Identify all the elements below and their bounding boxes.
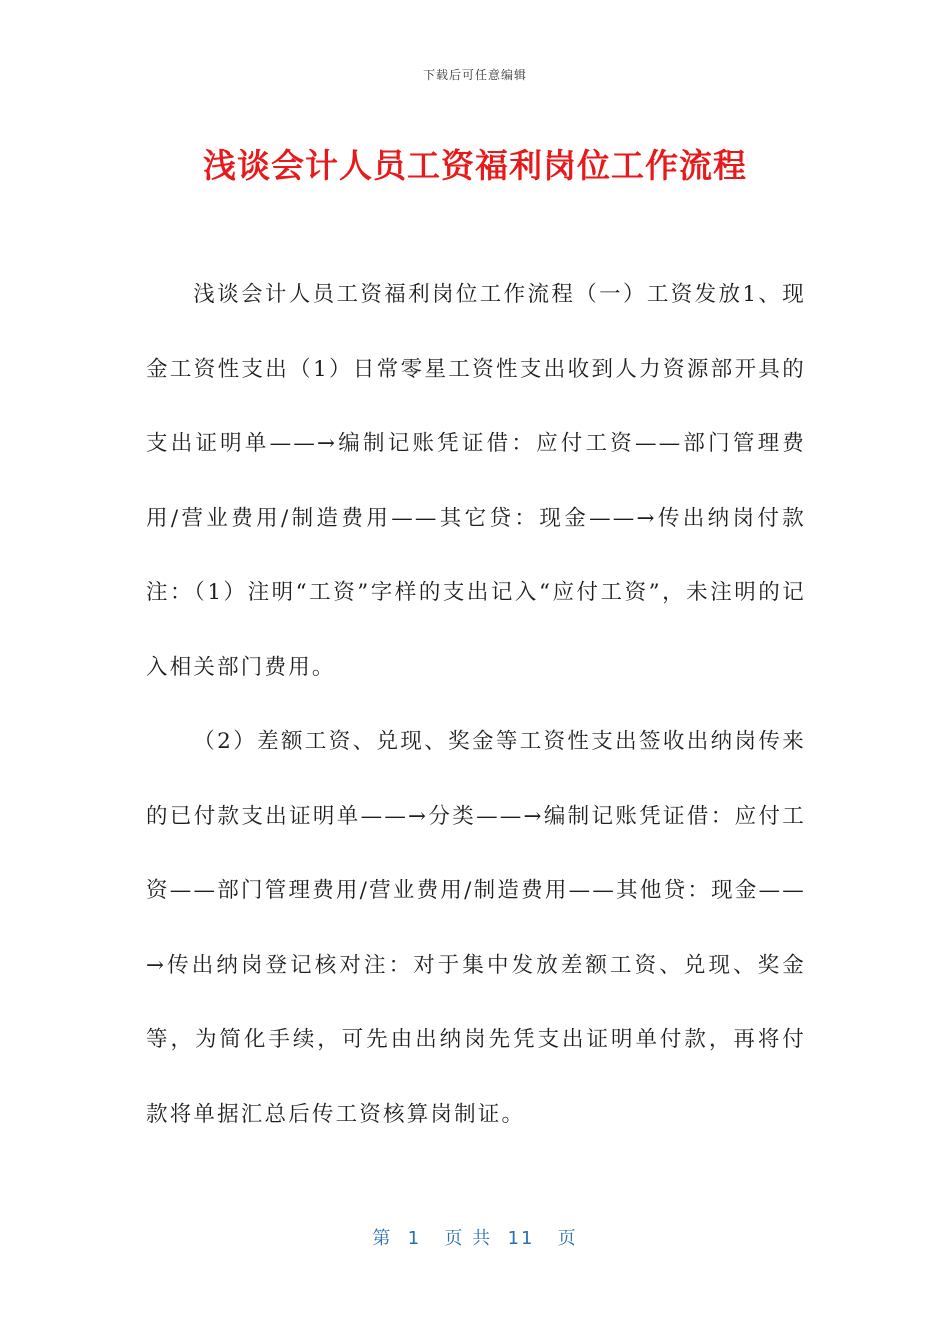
paragraph: 浅谈会计人员工资福利岗位工作流程（一）工资发放1、现金工资性支出（1）日常零星工资性支出收到人力资源部开具的支出证明单——→编制记账凭证借：应付工资——部门管理费用/营业费用/制造费用——其它贷：现金——→传出纳岗付款注：（1）注明“工资”字样的支出记入“应付工资”，未注明的记入相关部门费用。 [146, 282, 806, 680]
document-title: 浅谈会计人员工资福利岗位工作流程 [203, 146, 747, 185]
paragraph: （2）差额工资、兑现、奖金等工资性支出签收出纳岗传来的已付款支出证明单——→分类——→编制记账凭证借：应付工资——部门管理费用/营业费用/制造费用——其他贷：现金——→传出纳岗登记核对注：对于集中发放差额工资、兑现、奖金等，为简化手续，可先由出纳岗先凭支出证明单付款，再将付款将单据汇总后传工资核算岗制证。 [146, 729, 806, 1127]
document-body [146, 258, 806, 1152]
page-number-footer: 第 1 页 共 11 页 [372, 1228, 578, 1249]
header-note: 下载后可任意编辑 [422, 68, 527, 82]
